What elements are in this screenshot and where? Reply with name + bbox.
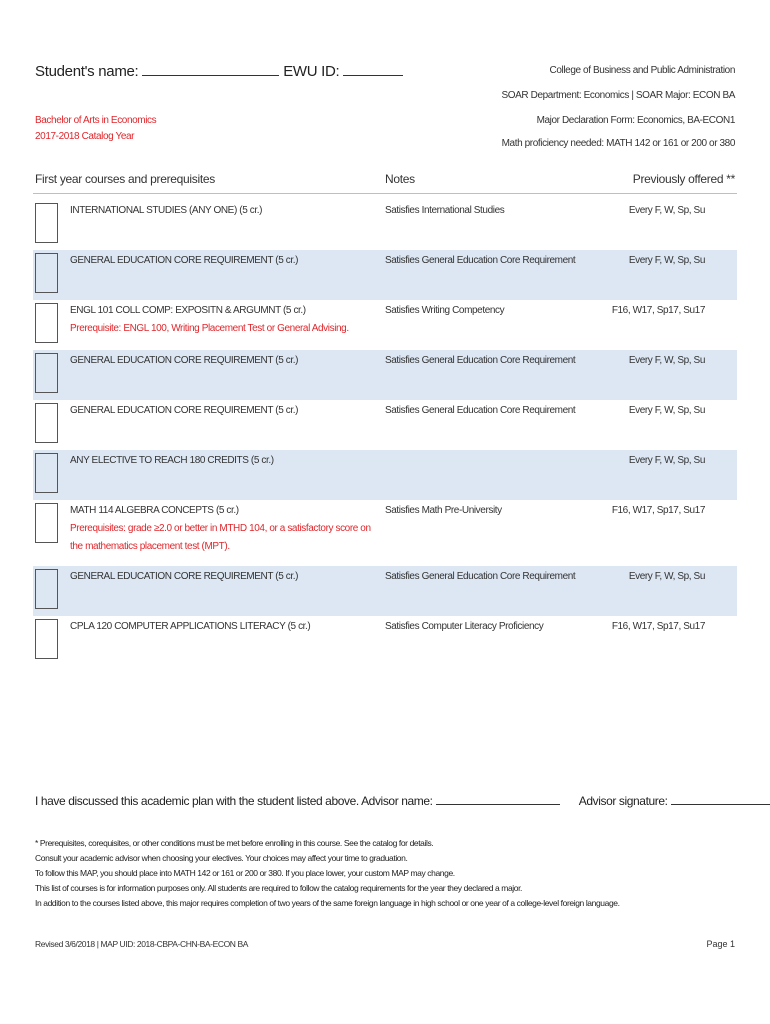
column-header-notes: Notes — [385, 172, 415, 186]
catalog-year: 2017-2018 Catalog Year — [35, 131, 135, 142]
course-offered: Every F, W, Sp, Su — [628, 571, 705, 582]
course-title: GENERAL EDUCATION CORE REQUIREMENT (5 cr.) — [70, 571, 299, 582]
course-offered: F16, W17, Sp17, Su17 — [611, 621, 705, 632]
completion-checkbox[interactable] — [35, 253, 58, 293]
completion-checkbox[interactable] — [35, 619, 58, 659]
course-offered: Every F, W, Sp, Su — [628, 455, 705, 466]
advisor-statement: I have discussed this academic plan with the student listed above. Advisor name: — [35, 794, 433, 808]
completion-checkbox[interactable] — [35, 453, 58, 493]
footnote: * Prerequisites, corequisites, or other conditions must be met before enrolling in this course. See the catalog for details. — [35, 838, 434, 848]
major-declaration: Major Declaration Form: Economics, BA-ECON1 — [536, 115, 735, 126]
completion-checkbox[interactable] — [35, 303, 58, 343]
course-title: INTERNATIONAL STUDIES (ANY ONE) (5 cr.) — [70, 205, 263, 216]
course-offered: Every F, W, Sp, Su — [628, 355, 705, 366]
college-name: College of Business and Public Administration — [549, 65, 735, 76]
math-proficiency: Math proficiency needed: MATH 142 or 161 or 200 or 380 — [501, 138, 735, 149]
course-offered: F16, W17, Sp17, Su17 — [611, 305, 705, 316]
course-offered: Every F, W, Sp, Su — [628, 255, 705, 266]
course-offered: Every F, W, Sp, Su — [628, 205, 705, 216]
table-row — [33, 300, 737, 350]
completion-checkbox[interactable] — [35, 353, 58, 393]
advisor-statement-line — [35, 794, 770, 808]
course-title: MATH 114 ALGEBRA CONCEPTS (5 cr.) — [70, 505, 239, 516]
ewu-id-field[interactable] — [343, 63, 403, 76]
program-name: Bachelor of Arts in Economics — [35, 115, 157, 126]
course-offered: Every F, W, Sp, Su — [628, 405, 705, 416]
course-offered: F16, W17, Sp17, Su17 — [611, 505, 705, 516]
footnote: To follow this MAP, you should place into MATH 142 or 161 or 200 or 380. If you place lower, your custom MAP may change. — [35, 868, 455, 878]
table-row — [33, 566, 737, 616]
table-row — [33, 616, 737, 666]
footnote: In addition to the courses listed above, this major requires completion of two years of the same foreign language in high school or one year of a college-level foreign language. — [35, 898, 620, 908]
course-note: Satisfies International Studies — [385, 205, 505, 216]
soar-info: SOAR Department: Economics | SOAR Major: ECON BA — [501, 90, 735, 101]
table-row — [33, 400, 737, 450]
ewu-id-label: EWU ID: — [283, 63, 340, 80]
course-title: GENERAL EDUCATION CORE REQUIREMENT (5 cr.) — [70, 355, 299, 366]
column-header-courses: First year courses and prerequisites — [35, 172, 215, 186]
course-note: Satisfies General Education Core Requirement — [385, 571, 576, 582]
course-title: ANY ELECTIVE TO REACH 180 CREDITS (5 cr.) — [70, 455, 274, 466]
advisor-signature-label: Advisor signature: — [578, 794, 668, 808]
course-title: GENERAL EDUCATION CORE REQUIREMENT (5 cr.) — [70, 405, 299, 416]
revision-info: Revised 3/6/2018 | MAP UID: 2018-CBPA-CHN-BA-ECON BA — [35, 939, 249, 949]
column-header-offered: Previously offered ** — [632, 172, 735, 186]
table-row — [33, 200, 737, 250]
course-prerequisite: Prerequisite: ENGL 100, Writing Placement Test or General Advising. — [70, 323, 349, 334]
course-note: Satisfies Math Pre-University — [385, 505, 502, 516]
course-title: ENGL 101 COLL COMP: EXPOSITN & ARGUMNT (5 cr.) — [70, 305, 306, 316]
course-note: Satisfies General Education Core Requirement — [385, 355, 576, 366]
completion-checkbox[interactable] — [35, 203, 58, 243]
table-row — [33, 350, 737, 400]
advisor-signature-field[interactable] — [671, 794, 770, 805]
page-number: Page 1 — [706, 939, 735, 949]
header-divider — [33, 193, 737, 194]
course-title: CPLA 120 COMPUTER APPLICATIONS LITERACY (5 cr.) — [70, 621, 311, 632]
completion-checkbox[interactable] — [35, 569, 58, 609]
table-row — [33, 450, 737, 500]
student-id-line — [35, 63, 403, 80]
course-note: Satisfies Computer Literacy Proficiency — [385, 621, 544, 632]
completion-checkbox[interactable] — [35, 403, 58, 443]
table-row — [33, 250, 737, 300]
completion-checkbox[interactable] — [35, 503, 58, 543]
course-title: GENERAL EDUCATION CORE REQUIREMENT (5 cr.) — [70, 255, 299, 266]
student-name-label: Student's name: — [35, 63, 139, 80]
advisor-name-field[interactable] — [436, 794, 560, 805]
student-name-field[interactable] — [142, 63, 279, 76]
course-note: Satisfies Writing Competency — [385, 305, 505, 316]
course-note: Satisfies General Education Core Requirement — [385, 405, 576, 416]
footnote: This list of courses is for information purposes only. All students are required to follow the catalog requirements for the year they declared a major. — [35, 883, 523, 893]
course-prerequisite: Prerequisites: grade ≥2.0 or better in MTHD 104, or a satisfactory score on the mathematics placement test (MPT). — [70, 523, 371, 552]
footnote: Consult your academic advisor when choosing your electives. Your choices may affect your time to graduation. — [35, 853, 408, 863]
course-note: Satisfies General Education Core Requirement — [385, 255, 576, 266]
table-row — [33, 500, 737, 566]
